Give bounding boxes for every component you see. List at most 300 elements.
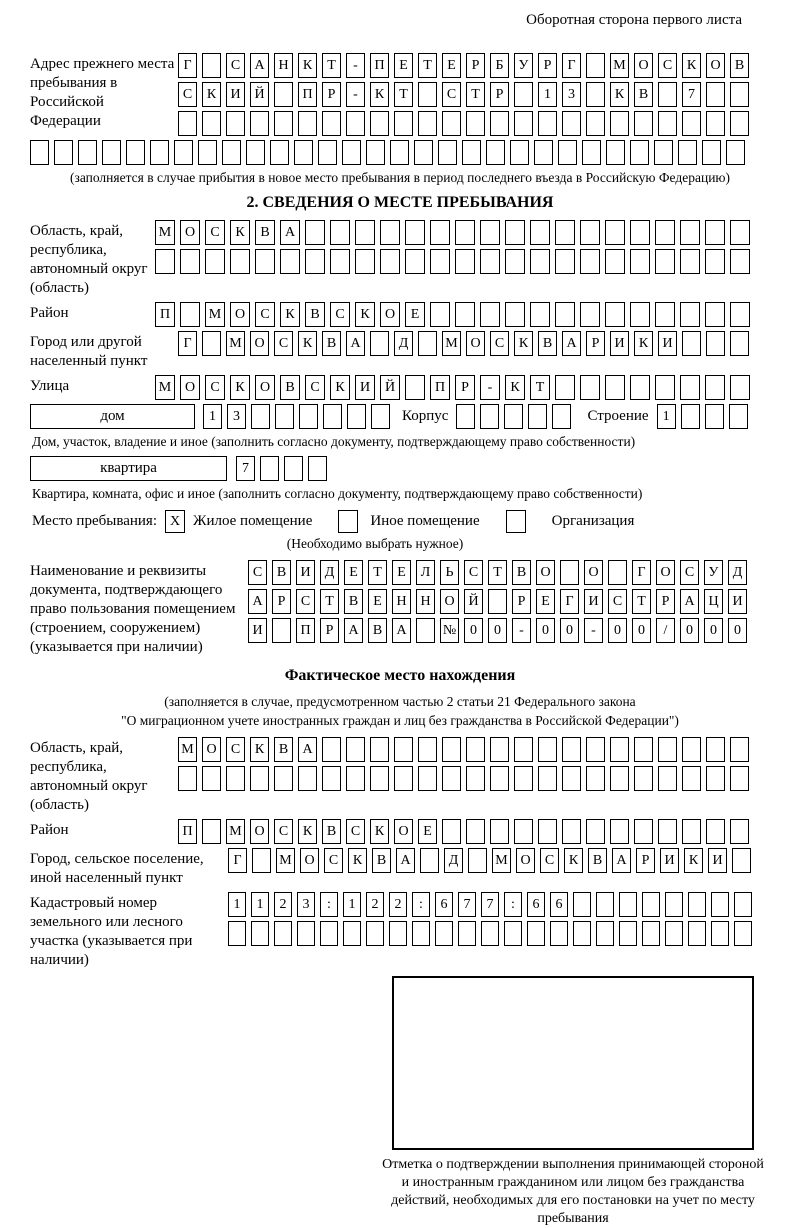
- char-cell[interactable]: С: [490, 331, 509, 356]
- char-cell[interactable]: №: [440, 618, 459, 643]
- char-cell[interactable]: [280, 249, 300, 274]
- char-cell[interactable]: [530, 302, 550, 327]
- char-cell[interactable]: [730, 111, 749, 136]
- char-cell[interactable]: Е: [392, 560, 411, 585]
- char-cell[interactable]: [322, 737, 341, 762]
- char-cell[interactable]: [202, 53, 221, 78]
- char-cell[interactable]: А: [612, 848, 631, 873]
- char-cell[interactable]: [530, 220, 550, 245]
- char-cell[interactable]: В: [344, 589, 363, 614]
- char-cell[interactable]: Т: [466, 82, 485, 107]
- char-cell[interactable]: [252, 848, 271, 873]
- char-cell[interactable]: [275, 404, 294, 429]
- char-cell[interactable]: 2: [274, 892, 292, 917]
- char-cell[interactable]: [342, 140, 361, 165]
- char-cell[interactable]: [222, 140, 241, 165]
- char-cell[interactable]: [705, 302, 725, 327]
- char-cell[interactable]: [610, 819, 629, 844]
- char-cell[interactable]: [480, 404, 499, 429]
- char-cell[interactable]: [619, 892, 637, 917]
- char-cell[interactable]: С: [608, 589, 627, 614]
- char-cell[interactable]: [323, 404, 342, 429]
- char-cell[interactable]: [272, 618, 291, 643]
- char-cell[interactable]: К: [250, 737, 269, 762]
- char-cell[interactable]: [370, 111, 389, 136]
- char-cell[interactable]: [605, 249, 625, 274]
- char-cell[interactable]: [665, 921, 683, 946]
- char-cell[interactable]: М: [155, 220, 175, 245]
- char-cell[interactable]: [102, 140, 121, 165]
- char-cell[interactable]: [346, 111, 365, 136]
- char-cell[interactable]: [389, 921, 407, 946]
- char-cell[interactable]: Е: [418, 819, 437, 844]
- char-cell[interactable]: [705, 249, 725, 274]
- char-cell[interactable]: 1: [251, 892, 269, 917]
- char-cell[interactable]: И: [728, 589, 747, 614]
- char-cell[interactable]: [680, 375, 700, 400]
- char-cell[interactable]: [251, 404, 270, 429]
- char-cell[interactable]: [630, 375, 650, 400]
- char-cell[interactable]: О: [380, 302, 400, 327]
- char-cell[interactable]: [442, 819, 461, 844]
- char-cell[interactable]: [705, 220, 725, 245]
- char-cell[interactable]: Г: [632, 560, 651, 585]
- char-cell[interactable]: [178, 111, 197, 136]
- char-cell[interactable]: -: [584, 618, 603, 643]
- char-cell[interactable]: С: [464, 560, 483, 585]
- char-cell[interactable]: 2: [389, 892, 407, 917]
- char-cell[interactable]: И: [708, 848, 727, 873]
- char-cell[interactable]: К: [355, 302, 375, 327]
- char-cell[interactable]: О: [255, 375, 275, 400]
- char-cell[interactable]: Н: [274, 53, 293, 78]
- char-cell[interactable]: С: [255, 302, 275, 327]
- char-cell[interactable]: [284, 456, 303, 481]
- char-cell[interactable]: [730, 375, 750, 400]
- char-cell[interactable]: О: [300, 848, 319, 873]
- char-cell[interactable]: А: [346, 331, 365, 356]
- char-cell[interactable]: [582, 140, 601, 165]
- char-cell[interactable]: [606, 140, 625, 165]
- char-cell[interactable]: [455, 302, 475, 327]
- char-cell[interactable]: [605, 302, 625, 327]
- char-cell[interactable]: [706, 766, 725, 791]
- char-cell[interactable]: Г: [178, 53, 197, 78]
- char-cell[interactable]: [706, 819, 725, 844]
- char-cell[interactable]: 1: [657, 404, 676, 429]
- char-cell[interactable]: [412, 921, 430, 946]
- char-cell[interactable]: [580, 375, 600, 400]
- char-cell[interactable]: [706, 331, 725, 356]
- char-cell[interactable]: [580, 220, 600, 245]
- char-cell[interactable]: [455, 249, 475, 274]
- char-cell[interactable]: [430, 302, 450, 327]
- char-cell[interactable]: [658, 737, 677, 762]
- char-cell[interactable]: [308, 456, 327, 481]
- char-cell[interactable]: [414, 140, 433, 165]
- char-cell[interactable]: [658, 819, 677, 844]
- char-cell[interactable]: К: [230, 220, 250, 245]
- char-cell[interactable]: Е: [536, 589, 555, 614]
- char-cell[interactable]: С: [226, 53, 245, 78]
- char-cell[interactable]: О: [516, 848, 535, 873]
- char-cell[interactable]: [605, 220, 625, 245]
- char-cell[interactable]: [580, 302, 600, 327]
- char-cell[interactable]: [230, 249, 250, 274]
- char-cell[interactable]: К: [230, 375, 250, 400]
- char-cell[interactable]: [260, 456, 279, 481]
- char-cell[interactable]: [586, 53, 605, 78]
- char-cell[interactable]: [586, 82, 605, 107]
- char-cell[interactable]: [370, 766, 389, 791]
- char-cell[interactable]: [573, 892, 591, 917]
- char-cell[interactable]: С: [226, 737, 245, 762]
- char-cell[interactable]: [730, 819, 749, 844]
- char-cell[interactable]: Т: [488, 560, 507, 585]
- char-cell[interactable]: В: [730, 53, 749, 78]
- char-cell[interactable]: 0: [704, 618, 723, 643]
- char-cell[interactable]: Е: [394, 53, 413, 78]
- char-cell[interactable]: [538, 766, 557, 791]
- char-cell[interactable]: О: [634, 53, 653, 78]
- char-cell[interactable]: -: [512, 618, 531, 643]
- char-cell[interactable]: [462, 140, 481, 165]
- char-cell[interactable]: 7: [481, 892, 499, 917]
- char-cell[interactable]: [180, 249, 200, 274]
- char-cell[interactable]: [711, 892, 729, 917]
- char-cell[interactable]: В: [274, 737, 293, 762]
- char-cell[interactable]: [180, 302, 200, 327]
- char-cell[interactable]: [416, 618, 435, 643]
- char-cell[interactable]: [466, 819, 485, 844]
- char-cell[interactable]: И: [658, 331, 677, 356]
- house-type-box[interactable]: [30, 404, 195, 429]
- char-cell[interactable]: С: [205, 220, 225, 245]
- char-cell[interactable]: 1: [538, 82, 557, 107]
- char-cell[interactable]: 7: [236, 456, 255, 481]
- char-cell[interactable]: Т: [320, 589, 339, 614]
- checkbox-inoe-pomeshchenie[interactable]: [338, 510, 358, 533]
- char-cell[interactable]: [418, 737, 437, 762]
- char-cell[interactable]: С: [680, 560, 699, 585]
- char-cell[interactable]: [655, 249, 675, 274]
- char-cell[interactable]: [702, 140, 721, 165]
- char-cell[interactable]: И: [610, 331, 629, 356]
- char-cell[interactable]: [642, 892, 660, 917]
- char-cell[interactable]: [586, 111, 605, 136]
- char-cell[interactable]: :: [320, 892, 338, 917]
- char-cell[interactable]: [504, 404, 523, 429]
- char-cell[interactable]: Н: [392, 589, 411, 614]
- char-cell[interactable]: [658, 766, 677, 791]
- char-cell[interactable]: Р: [656, 589, 675, 614]
- char-cell[interactable]: С: [442, 82, 461, 107]
- char-cell[interactable]: К: [684, 848, 703, 873]
- char-cell[interactable]: [178, 766, 197, 791]
- char-cell[interactable]: [619, 921, 637, 946]
- char-cell[interactable]: [274, 766, 293, 791]
- char-cell[interactable]: [528, 404, 547, 429]
- char-cell[interactable]: Д: [394, 331, 413, 356]
- char-cell[interactable]: [418, 331, 437, 356]
- char-cell[interactable]: /: [656, 618, 675, 643]
- char-cell[interactable]: [380, 220, 400, 245]
- char-cell[interactable]: И: [296, 560, 315, 585]
- char-cell[interactable]: [682, 737, 701, 762]
- char-cell[interactable]: 6: [550, 892, 568, 917]
- char-cell[interactable]: А: [298, 737, 317, 762]
- char-cell[interactable]: [514, 819, 533, 844]
- char-cell[interactable]: [560, 560, 579, 585]
- char-cell[interactable]: А: [344, 618, 363, 643]
- char-cell[interactable]: [505, 220, 525, 245]
- char-cell[interactable]: Т: [368, 560, 387, 585]
- char-cell[interactable]: О: [394, 819, 413, 844]
- char-cell[interactable]: А: [396, 848, 415, 873]
- char-cell[interactable]: [274, 921, 292, 946]
- char-cell[interactable]: [505, 249, 525, 274]
- char-cell[interactable]: [371, 404, 390, 429]
- char-cell[interactable]: В: [368, 618, 387, 643]
- char-cell[interactable]: А: [562, 331, 581, 356]
- char-cell[interactable]: П: [370, 53, 389, 78]
- char-cell[interactable]: К: [348, 848, 367, 873]
- char-cell[interactable]: [630, 220, 650, 245]
- char-cell[interactable]: М: [205, 302, 225, 327]
- char-cell[interactable]: [555, 249, 575, 274]
- char-cell[interactable]: [630, 140, 649, 165]
- char-cell[interactable]: К: [298, 331, 317, 356]
- char-cell[interactable]: [346, 766, 365, 791]
- char-cell[interactable]: [305, 220, 325, 245]
- char-cell[interactable]: [610, 111, 629, 136]
- char-cell[interactable]: [405, 375, 425, 400]
- char-cell[interactable]: [527, 921, 545, 946]
- char-cell[interactable]: И: [226, 82, 245, 107]
- char-cell[interactable]: [420, 848, 439, 873]
- char-cell[interactable]: [435, 921, 453, 946]
- char-cell[interactable]: П: [296, 618, 315, 643]
- char-cell[interactable]: [634, 737, 653, 762]
- char-cell[interactable]: 2: [366, 892, 384, 917]
- char-cell[interactable]: И: [248, 618, 267, 643]
- char-cell[interactable]: В: [255, 220, 275, 245]
- char-cell[interactable]: [442, 766, 461, 791]
- char-cell[interactable]: [355, 249, 375, 274]
- char-cell[interactable]: [514, 766, 533, 791]
- char-cell[interactable]: Е: [344, 560, 363, 585]
- char-cell[interactable]: [298, 766, 317, 791]
- char-cell[interactable]: [322, 111, 341, 136]
- char-cell[interactable]: Р: [490, 82, 509, 107]
- char-cell[interactable]: [370, 737, 389, 762]
- char-cell[interactable]: О: [202, 737, 221, 762]
- char-cell[interactable]: [330, 249, 350, 274]
- char-cell[interactable]: [658, 111, 677, 136]
- char-cell[interactable]: [394, 766, 413, 791]
- char-cell[interactable]: [456, 404, 475, 429]
- char-cell[interactable]: [466, 111, 485, 136]
- char-cell[interactable]: О: [250, 819, 269, 844]
- char-cell[interactable]: [550, 921, 568, 946]
- char-cell[interactable]: В: [272, 560, 291, 585]
- char-cell[interactable]: С: [178, 82, 197, 107]
- char-cell[interactable]: [681, 404, 700, 429]
- char-cell[interactable]: Т: [394, 82, 413, 107]
- char-cell[interactable]: [322, 766, 341, 791]
- char-cell[interactable]: 0: [488, 618, 507, 643]
- char-cell[interactable]: [634, 766, 653, 791]
- char-cell[interactable]: 7: [682, 82, 701, 107]
- char-cell[interactable]: О: [180, 220, 200, 245]
- char-cell[interactable]: А: [392, 618, 411, 643]
- char-cell[interactable]: [294, 140, 313, 165]
- char-cell[interactable]: С: [205, 375, 225, 400]
- char-cell[interactable]: [562, 111, 581, 136]
- char-cell[interactable]: М: [492, 848, 511, 873]
- char-cell[interactable]: [705, 404, 724, 429]
- char-cell[interactable]: П: [155, 302, 175, 327]
- char-cell[interactable]: [343, 921, 361, 946]
- char-cell[interactable]: [730, 737, 749, 762]
- char-cell[interactable]: [729, 404, 748, 429]
- char-cell[interactable]: [438, 140, 457, 165]
- char-cell[interactable]: О: [536, 560, 555, 585]
- char-cell[interactable]: [680, 249, 700, 274]
- char-cell[interactable]: [504, 921, 522, 946]
- char-cell[interactable]: 0: [680, 618, 699, 643]
- char-cell[interactable]: [490, 766, 509, 791]
- char-cell[interactable]: [394, 111, 413, 136]
- char-cell[interactable]: С: [274, 819, 293, 844]
- char-cell[interactable]: И: [355, 375, 375, 400]
- char-cell[interactable]: К: [682, 53, 701, 78]
- char-cell[interactable]: Н: [416, 589, 435, 614]
- char-cell[interactable]: [458, 921, 476, 946]
- char-cell[interactable]: [150, 140, 169, 165]
- char-cell[interactable]: [405, 220, 425, 245]
- char-cell[interactable]: [468, 848, 487, 873]
- char-cell[interactable]: [198, 140, 217, 165]
- char-cell[interactable]: Р: [320, 618, 339, 643]
- char-cell[interactable]: [228, 921, 246, 946]
- char-cell[interactable]: [490, 737, 509, 762]
- char-cell[interactable]: С: [305, 375, 325, 400]
- char-cell[interactable]: [390, 140, 409, 165]
- char-cell[interactable]: Т: [418, 53, 437, 78]
- char-cell[interactable]: 3: [562, 82, 581, 107]
- char-cell[interactable]: [558, 140, 577, 165]
- char-cell[interactable]: К: [370, 819, 389, 844]
- char-cell[interactable]: [366, 140, 385, 165]
- char-cell[interactable]: [555, 220, 575, 245]
- char-cell[interactable]: С: [324, 848, 343, 873]
- char-cell[interactable]: П: [298, 82, 317, 107]
- char-cell[interactable]: С: [540, 848, 559, 873]
- char-cell[interactable]: М: [442, 331, 461, 356]
- char-cell[interactable]: [330, 220, 350, 245]
- char-cell[interactable]: [730, 249, 750, 274]
- char-cell[interactable]: 3: [297, 892, 315, 917]
- char-cell[interactable]: [534, 140, 553, 165]
- char-cell[interactable]: [538, 111, 557, 136]
- char-cell[interactable]: О: [230, 302, 250, 327]
- char-cell[interactable]: [466, 737, 485, 762]
- char-cell[interactable]: [655, 375, 675, 400]
- char-cell[interactable]: [490, 111, 509, 136]
- char-cell[interactable]: [634, 111, 653, 136]
- char-cell[interactable]: [466, 766, 485, 791]
- char-cell[interactable]: [630, 249, 650, 274]
- char-cell[interactable]: [442, 111, 461, 136]
- char-cell[interactable]: К: [514, 331, 533, 356]
- char-cell[interactable]: [480, 220, 500, 245]
- char-cell[interactable]: В: [588, 848, 607, 873]
- char-cell[interactable]: [405, 249, 425, 274]
- char-cell[interactable]: [202, 766, 221, 791]
- checkbox-organizatsiya[interactable]: [506, 510, 526, 533]
- char-cell[interactable]: [608, 560, 627, 585]
- char-cell[interactable]: [305, 249, 325, 274]
- char-cell[interactable]: [732, 848, 751, 873]
- char-cell[interactable]: О: [250, 331, 269, 356]
- char-cell[interactable]: [488, 589, 507, 614]
- char-cell[interactable]: В: [322, 331, 341, 356]
- char-cell[interactable]: [555, 375, 575, 400]
- char-cell[interactable]: -: [346, 82, 365, 107]
- char-cell[interactable]: Р: [586, 331, 605, 356]
- char-cell[interactable]: [688, 921, 706, 946]
- char-cell[interactable]: О: [440, 589, 459, 614]
- char-cell[interactable]: 0: [608, 618, 627, 643]
- char-cell[interactable]: О: [466, 331, 485, 356]
- char-cell[interactable]: -: [346, 53, 365, 78]
- char-cell[interactable]: [730, 302, 750, 327]
- char-cell[interactable]: В: [634, 82, 653, 107]
- char-cell[interactable]: [370, 331, 389, 356]
- char-cell[interactable]: [555, 302, 575, 327]
- char-cell[interactable]: [418, 82, 437, 107]
- char-cell[interactable]: Д: [728, 560, 747, 585]
- char-cell[interactable]: 7: [458, 892, 476, 917]
- char-cell[interactable]: [274, 82, 293, 107]
- char-cell[interactable]: [730, 331, 749, 356]
- char-cell[interactable]: [274, 111, 293, 136]
- char-cell[interactable]: Р: [272, 589, 291, 614]
- char-cell[interactable]: М: [155, 375, 175, 400]
- char-cell[interactable]: П: [430, 375, 450, 400]
- char-cell[interactable]: 0: [536, 618, 555, 643]
- char-cell[interactable]: В: [372, 848, 391, 873]
- char-cell[interactable]: К: [202, 82, 221, 107]
- char-cell[interactable]: Р: [466, 53, 485, 78]
- char-cell[interactable]: В: [322, 819, 341, 844]
- char-cell[interactable]: [658, 82, 677, 107]
- char-cell[interactable]: С: [274, 331, 293, 356]
- char-cell[interactable]: [678, 140, 697, 165]
- char-cell[interactable]: [486, 140, 505, 165]
- char-cell[interactable]: [682, 111, 701, 136]
- char-cell[interactable]: [655, 220, 675, 245]
- char-cell[interactable]: Ц: [704, 589, 723, 614]
- char-cell[interactable]: Р: [538, 53, 557, 78]
- char-cell[interactable]: [730, 82, 749, 107]
- char-cell[interactable]: [346, 737, 365, 762]
- char-cell[interactable]: [418, 766, 437, 791]
- char-cell[interactable]: У: [514, 53, 533, 78]
- char-cell[interactable]: М: [178, 737, 197, 762]
- char-cell[interactable]: [734, 892, 752, 917]
